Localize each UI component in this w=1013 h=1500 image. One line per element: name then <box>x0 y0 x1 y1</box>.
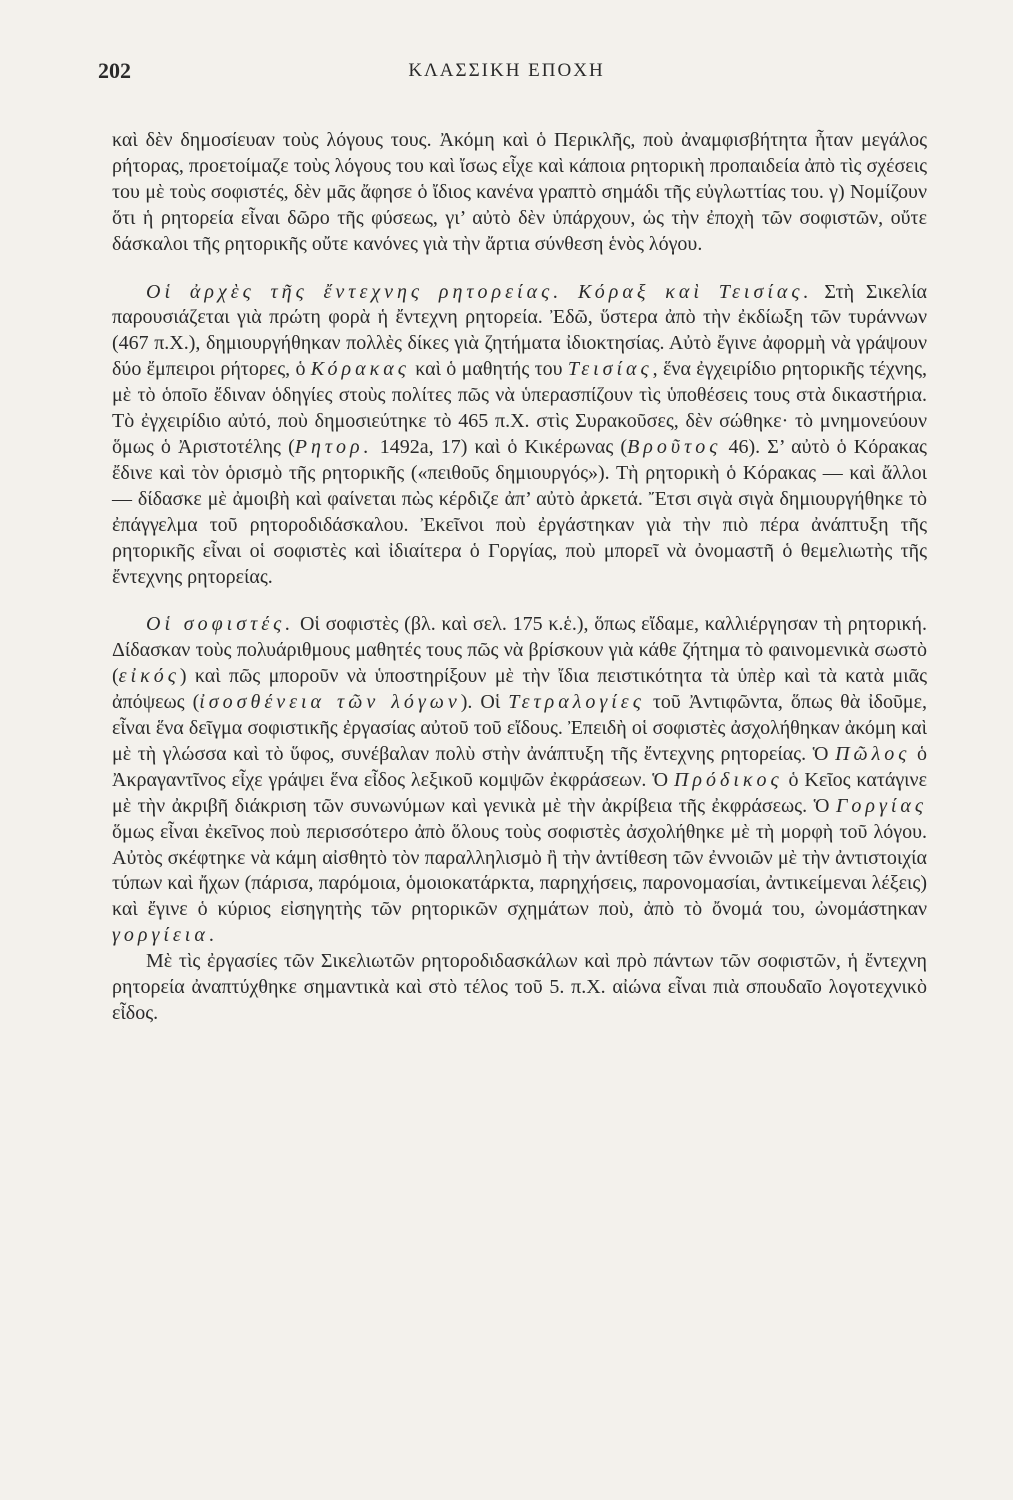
paragraph-4: Μὲ τὶς ἐργασίες τῶν Σικελιωτῶν ρητοροδιδασκάλων καὶ πρὸ πάντων τῶν σοφιστῶν, ἡ ἔντεχνη ρητορεία ἀναπτύχθηκε σημαντικὰ καὶ στὸ τέλος τοῦ 5. π.Χ. αἰώνα εἶναι πιὰ σπουδαῖο λογοτεχνικὸ εἶδος. <box>112 950 927 1024</box>
term-isostheneia: ἰσοσθένεια τῶν λόγων <box>199 691 461 714</box>
page-number: 202 <box>98 58 131 83</box>
text-run: ὅμως εἶναι ἐκεῖνος ποὺ περισσότερο ἀπὸ ὅλους τοὺς σοφιστὲς ἀσχολήθηκε μὲ τὴ μορφὴ τοῦ λόγου. Αὐτὸς σκέφτηκε νὰ κάμη αἰσθητὸ τὸν παραλληλισμὸ ἢ τὴν ἀντίθεση τῶν ἐννοιῶν μὲ τὴν ἀντιστοιχία τύπων καὶ ἤχων (πάρισα, παρόμοια, ὁμοιοκατάρκτα, παρηχήσεις, παρονομασίαι, ἀντικείμεναι λέξεις) καὶ ἔγινε ὁ κύριος εἰσηγητὴς τῶν ρητορικῶν σχημάτων ποὺ, ἀπὸ τὸ ὄνομά του, ὠνομάστηκαν <box>112 820 927 921</box>
term-gorgieia: γοργίεια <box>112 924 209 947</box>
paragraph-2 <box>112 280 927 591</box>
name-gorgias: Γοργίας <box>835 794 927 817</box>
text-run: Στὴ Σικελία παρουσιάζεται γιὰ πρώτη φορὰ ἡ ἔντεχνη ρητορεία. Ἐδῶ, ὕστερα ἀπὸ τὴν ἐκδίωξη τῶν τυράννων (467 π.Χ.), δημιουργήθηκαν πολλὲς δίκες γιὰ ζητήματα ἰδιοκτησίας. Αὐτὸ ἔγινε ἀφορμὴ νὰ γράψουν δύο ἔμπειροι ρήτορες, ὁ <box>112 280 927 381</box>
paragraph-1: καὶ δὲν δημοσίευαν τοὺς λόγους τους. Ἀκόμη καὶ ὁ Περικλῆς, ποὺ ἀναμφισβήτητα ἦταν μεγάλος ρήτορας, προετοίμαζε τοὺς λόγους του καὶ ἴσως εἶχε καὶ κάποια ρητορικὴ προπαιδεία ἀπὸ τὶς σχέσεις του μὲ τοὺς σοφιστές, δὲν μᾶς ἄφησε ὁ ἴδιος κανένα γραπτὸ σημάδι τῆς εὐγλωττίας του. γ) Νομίζουν ὅτι ἡ ρητορεία εἶναι δῶρο τῆς φύσεως, γι’ αὐτὸ δὲν ὑπάρχουν, ὡς τὴν ἐποχὴ τῶν σοφιστῶν, οὔτε δάσκαλοι τῆς ρητορικῆς οὔτε κανόνες γιὰ τὴν ἄρτια σύνθεση ἑνὸς λόγου. <box>112 129 927 255</box>
text-run: ). Οἱ <box>460 691 509 714</box>
text-run: . <box>208 924 214 947</box>
work-tetralogies: Τετραλογίες <box>508 691 645 714</box>
citation-brutus: Βροῦτος <box>627 435 722 458</box>
name-prodikos: Πρόδικος <box>673 768 783 791</box>
body-text <box>112 128 927 1027</box>
text-run: , ἕνα ἐγχειρίδιο ρητορικῆς τέχνης, μὲ τὸ ὁποῖο ἔδιναν ὁδηγίες στοὺς πολίτες πῶς νὰ ὑπερασπίζουν τὶς ὑποθέσεις τους στὰ δικαστήρια. Τὸ ἐγχειρίδιο αὐτό, ποὺ δημοσιεύτηκε τὸ 465 π.Χ. στὶς Συρακοῦσες, δὲν σώθηκε· τὸ μνημονεύουν ὅμως ὁ Ἀριστοτέλης ( <box>112 358 928 458</box>
text-run: τοῦ Ἀντιφῶντα, ὅπως θὰ ἰδοῦμε, εἶναι ἕνα δεῖγμα σοφιστικῆς ἐργασίας αὐτοῦ τοῦ εἴδους. Ἐπειδὴ οἱ σοφιστὲς ἀσχολήθηκαν ἀκόμη καὶ μὲ τὴ γλώσσα καὶ τὸ ὕφος, συνέβαλαν πολὺ στὴν ἀνάπτυξη τῆς ἔντεχνης ρητορείας. Ὁ <box>112 691 928 765</box>
text-run: καὶ ὁ μαθητής του <box>409 358 568 381</box>
name-korakas: Κόρακας <box>310 358 410 381</box>
text-run: Οἱ σοφιστὲς (βλ. καὶ σελ. 175 κ.ἑ.), ὅπως εἴδαμε, καλλιέργησαν τὴ ρητορική. Δίδασκαν τοὺς πολυάριθμους μαθητές τους πῶς νὰ βρίσκουν γιὰ κάθε ζήτημα τὸ φαινομενικὰ σωστὸ ( <box>112 613 927 688</box>
running-title: ΚΛΑΣΣΙΚΗ ΕΠΟΧΗ <box>408 60 605 81</box>
term-eikos: εἰκός <box>118 665 180 688</box>
text-run: ὁ Ἀκραγαντῖνος εἶχε γράψει ἕνα εἶδος λεξικοῦ κομψῶν ἐκφράσεων. Ὁ <box>112 742 927 791</box>
section-heading-sophists: Οἱ σοφιστές. <box>146 613 295 636</box>
text-run: 46). Σ’ αὐτὸ ὁ Κόρακας ἔδινε καὶ τὸν ὁρισμὸ τῆς ρητορικῆς («πειθοῦς δημιουργός»). Τὴ ρητορικὴ ὁ Κόρακας — καὶ ἄλλοι — δίδασκε μὲ ἀμοιβὴ καὶ φαίνεται πὼς κέρδιζε ἀπ’ αὐτὸ ἀρκετά. Ἔτσι σιγὰ σιγὰ δημιουργήθηκε τὸ ἐπάγγελμα τοῦ ρητοροδιδάσκαλου. Ἐκεῖνοι ποὺ ἐργάστηκαν γιὰ τὴν πιὸ πέρα ἀνάπτυξη τῆς ρητορικῆς εἶναι οἱ σοφιστὲς καὶ ἰδιαίτερα ὁ Γοργίας, ποὺ μπορεῖ νὰ ὀνομαστῆ ὁ θεμελιωτὴς τῆς ἔντεχνης ρητορείας. <box>112 435 927 588</box>
name-polos: Πῶλος <box>835 742 911 765</box>
text-run: ὁ Κεῖος κατάγινε μὲ τὴν ἀκριβῆ διάκριση τῶν συνωνύμων καὶ γενικὰ μὲ τὴν ἀκρίβεια τῆς ἐκφράσεως. Ὁ <box>112 768 927 817</box>
citation-rhetoric: Ρητορ. <box>294 435 373 458</box>
text-run: 1492a, 17) καὶ ὁ Κικέρωνας ( <box>372 435 628 458</box>
section-heading-korax: Οἱ ἀρχὲς τῆς ἔντεχνης ρητορείας. Κόραξ καὶ Τεισίας. <box>146 280 813 303</box>
text-run: ) καὶ πῶς μποροῦν νὰ ὑποστηρίξουν μὲ τὴν ἴδια πειστικότητα τὰ ὑπὲρ καὶ τὰ κατὰ μιᾶς ἀπόψεως ( <box>112 665 927 714</box>
paragraph-3 <box>112 612 927 949</box>
name-teisias: Τεισίας <box>567 358 653 381</box>
